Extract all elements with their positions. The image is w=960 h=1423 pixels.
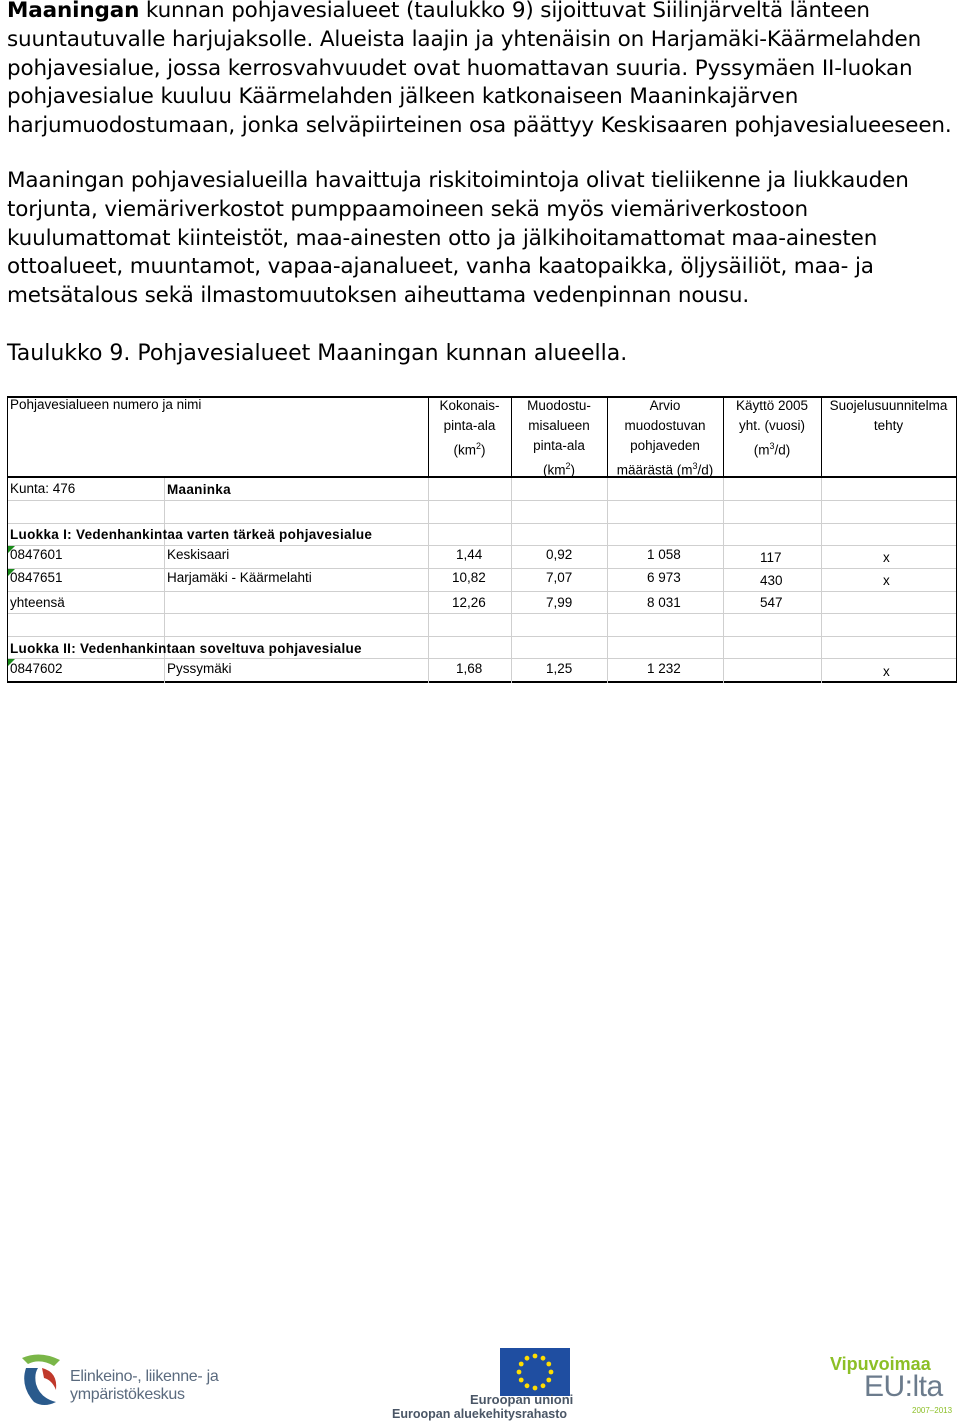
header-formation-area: Muodostu- misalueen pinta-ala $(km^2)$ — [527, 398, 591, 478]
header-name: Pohjavesialueen numero ja nimi — [10, 397, 202, 412]
header-total-area: Kokonais- pinta-ala $(km^2)$ — [439, 398, 500, 458]
class2-title: Luokka II: Vedenhankintaan soveltuva pohjavesialue — [10, 641, 362, 656]
total-est: 8 031 — [647, 595, 681, 610]
vipu-years: 2007–2013 — [912, 1406, 953, 1415]
row-plan: x — [883, 573, 890, 588]
row-est: 6 973 — [647, 570, 681, 585]
header-usage: Käyttö 2005 yht. (vuosi) $(m^3/d)$ — [735, 398, 809, 458]
eu-line1: Euroopan unioni — [470, 1392, 574, 1407]
row-use: 430 — [760, 573, 783, 588]
vipuvoimaa-logo — [830, 1354, 955, 1420]
vipu-line1: Vipuvoimaa — [830, 1354, 931, 1374]
row-plan: x — [883, 664, 890, 679]
row-est: 1 058 — [647, 547, 681, 562]
eu-logo — [392, 1348, 577, 1423]
municipality-label: Kunta: 476 — [10, 481, 76, 496]
table-caption: Taulukko 9. Pohjavesialueet Maaningan kunnan alueella. — [7, 341, 628, 366]
row-id: 0847651 — [10, 570, 63, 585]
rule-table-bottom — [7, 681, 957, 683]
vipu-line2: EU:lta — [864, 1370, 943, 1403]
row-id: 0847601 — [10, 547, 63, 562]
header-protection-plan: Suojelusuunnitelma tehty — [829, 398, 948, 433]
row-name: Pyssymäki — [167, 661, 232, 676]
intro-text: kunnan pohjavesialueet (taulukko 9) sijoittuvat Siilinjärveltä länteen suuntautuvalle harjujaksolle. Alueista laajin ja yhtenäisin on Harjamäki-Käärmelahden pohjavesialue, jossa kerrosvahvuudet ovat huomattavan suuria. Pyssymäen II-luokan pohjavesialue kuuluu Käärmelahden jälkeen katkonaiseen Maaninkajärven harjumuodostumaan, jonka selväpiirteinen osa päättyy Keskisaaren pohjavesialueeseen. — [7, 0, 952, 139]
municipality-name: Maaninka — [167, 482, 231, 497]
total-area: 12,26 — [452, 595, 486, 610]
total-use: 547 — [760, 595, 783, 610]
ely-logo — [18, 1350, 219, 1410]
ely-emblem-icon — [18, 1350, 64, 1408]
class1-title: Luokka I: Vedenhankintaa varten tärkeä pohjavesialue — [10, 527, 373, 542]
row-name: Harjamäki - Käärmelahti — [167, 570, 312, 585]
eu-line2: Euroopan aluekehitysrahasto — [392, 1407, 568, 1421]
row-form: 7,07 — [546, 570, 573, 585]
row-form: 1,25 — [546, 661, 573, 676]
intro-paragraph — [7, 0, 957, 141]
row-name: Keskisaari — [167, 547, 230, 562]
row-use: 117 — [760, 550, 782, 565]
row-plan: x — [883, 550, 890, 565]
eu-flag-icon — [500, 1348, 570, 1396]
rule-header-bottom — [7, 476, 957, 478]
risk-paragraph: Maaningan pohjavesialueilla havaittuja riskitoimintoja olivat tieliikenne ja liukkauden torjunta, viemäriverkostot pumppaamoineen sekä myös viemäriverkostoon kuulumattomat kiinteistöt, maa-ainesten otto ja jälkihoitamattomat maa-ainesten ottoalueet, muuntamot, vapaa-ajanalueet, vanha kaatopaikka, öljysäiliöt, maa- ja metsätalous sekä ilmastomuutoksen aiheuttama vedenpinnan nousu. — [7, 168, 909, 309]
total-form: 7,99 — [546, 595, 573, 610]
header-estimate: Arvio muodostuvan pohjaveden määrästä $(m^3/d)$ — [616, 398, 714, 478]
row-form: 0,92 — [546, 547, 573, 562]
ely-line1: Elinkeino-, liikenne- ja — [70, 1368, 219, 1385]
row-area: 1,44 — [456, 547, 483, 562]
total-label: yhteensä — [10, 595, 65, 610]
ely-line2: ympäristökeskus — [70, 1386, 185, 1403]
row-area: 10,82 — [452, 570, 486, 585]
row-est: 1 232 — [647, 661, 681, 676]
intro-bold-lead: Maaningan — [7, 0, 140, 23]
row-id: 0847602 — [10, 661, 63, 676]
row-area: 1,68 — [456, 661, 483, 676]
